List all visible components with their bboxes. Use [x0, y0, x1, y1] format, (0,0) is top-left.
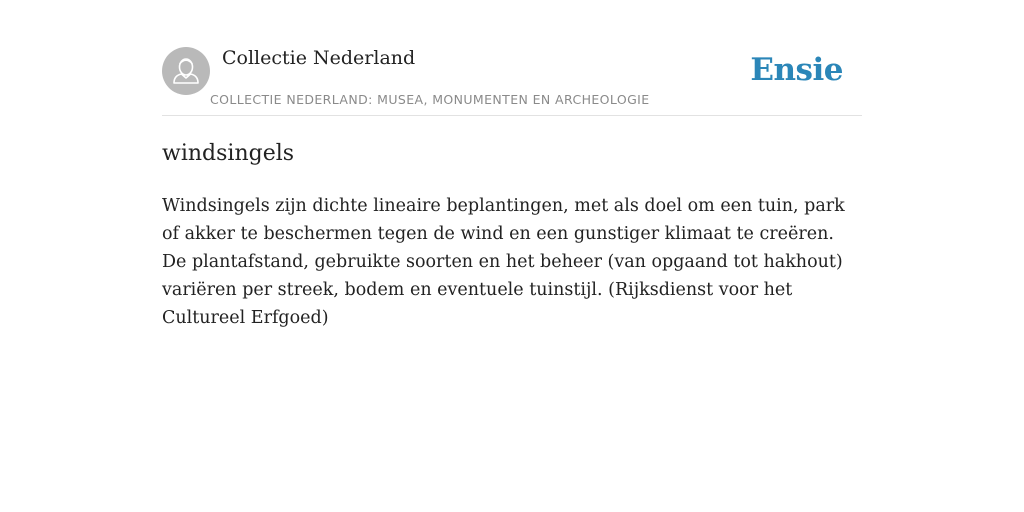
entry-definition: Windsingels zijn dichte lineaire beplantingen, met als doel om een tuin, park of akker te beschermen tegen de wind en een gunstiger klimaat te creëren. De plantafstand, gebruikte soorten en het beheer (van opgaand tot hakhout) variëren per streek, bodem en eventuele tuinstijl. (Rijksdienst voor het Cultureel Erfgoed) [162, 196, 845, 328]
author-subtitle: COLLECTIE NEDERLAND: MUSEA, MONUMENTEN EN ARCHEOLOGIE [210, 92, 650, 107]
author-name[interactable]: Collectie Nederland [222, 47, 416, 69]
entry-card [162, 0, 862, 512]
brand-logo[interactable]: Ensie [750, 52, 843, 88]
entry-header [162, 0, 862, 116]
entry-term: windsingels [162, 141, 295, 166]
user-avatar-icon[interactable] [162, 47, 210, 95]
